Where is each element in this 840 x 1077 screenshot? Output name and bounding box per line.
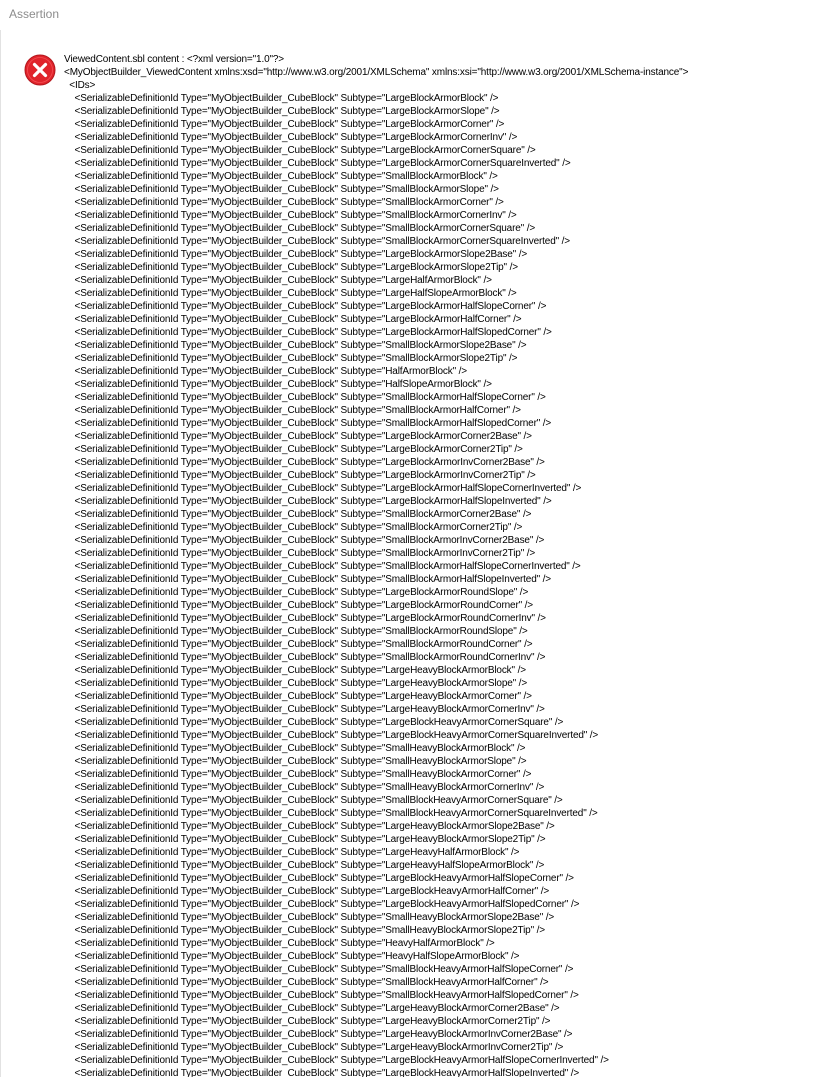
message-line: <SerializableDefinitionId Type="MyObjectBuilder_CubeBlock" Subtype="LargeBlockArmorHalfSlopedCorner" /> — [64, 327, 552, 338]
message-line: <SerializableDefinitionId Type="MyObjectBuilder_CubeBlock" Subtype="SmallBlockArmorInvCorner2Base" /> — [64, 535, 545, 546]
message-line: <SerializableDefinitionId Type="MyObjectBuilder_CubeBlock" Subtype="LargeBlockArmorSlope" /> — [64, 106, 500, 117]
message-line: <SerializableDefinitionId Type="MyObjectBuilder_CubeBlock" Subtype="LargeBlockHeavyArmorCornerSquareInverted" /> — [64, 730, 599, 741]
title-bar[interactable] — [0, 0, 840, 30]
message-line: <SerializableDefinitionId Type="MyObjectBuilder_CubeBlock" Subtype="HalfArmorBlock" /> — [64, 366, 467, 377]
message-line: <SerializableDefinitionId Type="MyObjectBuilder_CubeBlock" Subtype="LargeHeavyBlockArmorCorner" /> — [64, 691, 532, 702]
message-line: <SerializableDefinitionId Type="MyObjectBuilder_CubeBlock" Subtype="LargeBlockArmorRoundCornerInv" /> — [64, 613, 546, 624]
message-line: <SerializableDefinitionId Type="MyObjectBuilder_CubeBlock" Subtype="SmallBlockArmorBlock" /> — [64, 171, 498, 182]
message-line: <SerializableDefinitionId Type="MyObjectBuilder_CubeBlock" Subtype="SmallBlockHeavyArmorHalfCorner" /> — [64, 977, 549, 988]
message-line: <SerializableDefinitionId Type="MyObjectBuilder_CubeBlock" Subtype="HalfSlopeArmorBlock" /> — [64, 379, 492, 390]
message-line: <SerializableDefinitionId Type="MyObjectBuilder_CubeBlock" Subtype="SmallHeavyBlockArmorSlope" /> — [64, 756, 527, 767]
message-line: <SerializableDefinitionId Type="MyObjectBuilder_CubeBlock" Subtype="SmallBlockArmorInvCorner2Tip" /> — [64, 548, 536, 559]
message-line: <SerializableDefinitionId Type="MyObjectBuilder_CubeBlock" Subtype="LargeHeavyBlockArmorCorner2Base" /> — [64, 1003, 560, 1014]
message-line: <SerializableDefinitionId Type="MyObjectBuilder_CubeBlock" Subtype="SmallBlockArmorHalfSlopeCornerInverted" /> — [64, 561, 581, 572]
message-line: <SerializableDefinitionId Type="MyObjectBuilder_CubeBlock" Subtype="LargeBlockHeavyArmorHalfSlopedCorner" /> — [64, 899, 580, 910]
assertion-message-text — [64, 53, 834, 1077]
message-line: <SerializableDefinitionId Type="MyObjectBuilder_CubeBlock" Subtype="LargeBlockArmorHalfSlopeCorner" /> — [64, 301, 547, 312]
message-line: <SerializableDefinitionId Type="MyObjectBuilder_CubeBlock" Subtype="LargeBlockArmorCornerSquareInverted" /> — [64, 158, 571, 169]
message-line: <SerializableDefinitionId Type="MyObjectBuilder_CubeBlock" Subtype="SmallBlockArmorSlope2Base" /> — [64, 340, 527, 351]
message-line: <SerializableDefinitionId Type="MyObjectBuilder_CubeBlock" Subtype="LargeBlockHeavyArmorHalfCorner" /> — [64, 886, 550, 897]
message-line: <SerializableDefinitionId Type="MyObjectBuilder_CubeBlock" Subtype="SmallBlockHeavyArmorCornerSquareInverted" /> — [64, 808, 598, 819]
message-line: <SerializableDefinitionId Type="MyObjectBuilder_CubeBlock" Subtype="SmallBlockArmorCorner2Base" /> — [64, 509, 532, 520]
message-line: <SerializableDefinitionId Type="MyObjectBuilder_CubeBlock" Subtype="SmallHeavyBlockArmorCorner" /> — [64, 769, 532, 780]
message-line: <SerializableDefinitionId Type="MyObjectBuilder_CubeBlock" Subtype="LargeBlockArmorHalfSlopeCornerInverted" /> — [64, 483, 582, 494]
message-line: <SerializableDefinitionId Type="MyObjectBuilder_CubeBlock" Subtype="SmallBlockArmorCornerSquareInverted" /> — [64, 236, 570, 247]
message-line: <SerializableDefinitionId Type="MyObjectBuilder_CubeBlock" Subtype="LargeHeavyHalfArmorBlock" /> — [64, 847, 520, 858]
message-line: <SerializableDefinitionId Type="MyObjectBuilder_CubeBlock" Subtype="LargeBlockHeavyArmorHalfSlopeInverted" /> — [64, 1068, 580, 1077]
message-line: <SerializableDefinitionId Type="MyObjectBuilder_CubeBlock" Subtype="SmallBlockArmorRoundCorner" /> — [64, 639, 533, 650]
message-line: <SerializableDefinitionId Type="MyObjectBuilder_CubeBlock" Subtype="LargeBlockArmorInvCorner2Tip" /> — [64, 470, 536, 481]
message-line: <SerializableDefinitionId Type="MyObjectBuilder_CubeBlock" Subtype="LargeBlockArmorInvCorner2Base" /> — [64, 457, 545, 468]
message-line: <SerializableDefinitionId Type="MyObjectBuilder_CubeBlock" Subtype="SmallBlockArmorCorner2Tip" /> — [64, 522, 523, 533]
message-line: <SerializableDefinitionId Type="MyObjectBuilder_CubeBlock" Subtype="LargeBlockHeavyArmorCornerSquare" /> — [64, 717, 564, 728]
message-line: <SerializableDefinitionId Type="MyObjectBuilder_CubeBlock" Subtype="SmallBlockArmorRoundCornerInv" /> — [64, 652, 546, 663]
message-line: <SerializableDefinitionId Type="MyObjectBuilder_CubeBlock" Subtype="LargeHeavyBlockArmorInvCorner2Base" /> — [64, 1029, 573, 1040]
message-line: <SerializableDefinitionId Type="MyObjectBuilder_CubeBlock" Subtype="SmallHeavyBlockArmorBlock" /> — [64, 743, 526, 754]
message-line: <SerializableDefinitionId Type="MyObjectBuilder_CubeBlock" Subtype="LargeBlockArmorRoundCorner" /> — [64, 600, 533, 611]
message-line: <SerializableDefinitionId Type="MyObjectBuilder_CubeBlock" Subtype="SmallBlockArmorHalfCorner" /> — [64, 405, 521, 416]
message-line: <SerializableDefinitionId Type="MyObjectBuilder_CubeBlock" Subtype="LargeHeavyHalfSlopeArmorBlock" /> — [64, 860, 545, 871]
message-line: <SerializableDefinitionId Type="MyObjectBuilder_CubeBlock" Subtype="HeavyHalfSlopeArmorBlock" /> — [64, 951, 520, 962]
message-line: <SerializableDefinitionId Type="MyObjectBuilder_CubeBlock" Subtype="LargeBlockArmorCorner2Tip" /> — [64, 444, 523, 455]
message-line: <SerializableDefinitionId Type="MyObjectBuilder_CubeBlock" Subtype="SmallBlockArmorSlope2Tip" /> — [64, 353, 518, 364]
message-line: <SerializableDefinitionId Type="MyObjectBuilder_CubeBlock" Subtype="LargeHeavyBlockArmorSlope" /> — [64, 678, 528, 689]
message-line: <SerializableDefinitionId Type="MyObjectBuilder_CubeBlock" Subtype="SmallBlockArmorHalfSlopedCorner" /> — [64, 418, 552, 429]
message-line: <SerializableDefinitionId Type="MyObjectBuilder_CubeBlock" Subtype="SmallBlockHeavyArmorCornerSquare" /> — [64, 795, 563, 806]
message-line: <SerializableDefinitionId Type="MyObjectBuilder_CubeBlock" Subtype="LargeBlockArmorSlope2Tip" /> — [64, 262, 518, 273]
message-line: <SerializableDefinitionId Type="MyObjectBuilder_CubeBlock" Subtype="LargeBlockArmorHalfCorner" /> — [64, 314, 522, 325]
message-line: <SerializableDefinitionId Type="MyObjectBuilder_CubeBlock" Subtype="SmallBlockHeavyArmorHalfSlopeCorner" /> — [64, 964, 574, 975]
message-line: <SerializableDefinitionId Type="MyObjectBuilder_CubeBlock" Subtype="SmallHeavyBlockArmorSlope2Base" /> — [64, 912, 555, 923]
message-line: <SerializableDefinitionId Type="MyObjectBuilder_CubeBlock" Subtype="LargeBlockArmorCornerSquare" /> — [64, 145, 536, 156]
message-line: <SerializableDefinitionId Type="MyObjectBuilder_CubeBlock" Subtype="LargeHeavyBlockArmorCorner2Tip" /> — [64, 1016, 551, 1027]
message-line: <SerializableDefinitionId Type="MyObjectBuilder_CubeBlock" Subtype="LargeBlockArmorCornerInv" /> — [64, 132, 518, 143]
window-left-border — [0, 30, 1, 1077]
message-line: <SerializableDefinitionId Type="MyObjectBuilder_CubeBlock" Subtype="SmallBlockArmorHalfSlopeInverted" /> — [64, 574, 551, 585]
message-line: <IDs> — [64, 80, 96, 91]
message-line: <SerializableDefinitionId Type="MyObjectBuilder_CubeBlock" Subtype="SmallHeavyBlockArmorCornerInv" /> — [64, 782, 545, 793]
window-title: Assertion — [9, 7, 60, 21]
message-line: <SerializableDefinitionId Type="MyObjectBuilder_CubeBlock" Subtype="LargeBlockHeavyArmorHalfSlopeCorner" /> — [64, 873, 574, 884]
message-line: <SerializableDefinitionId Type="MyObjectBuilder_CubeBlock" Subtype="HeavyHalfArmorBlock" /> — [64, 938, 495, 949]
message-line: <SerializableDefinitionId Type="MyObjectBuilder_CubeBlock" Subtype="LargeBlockArmorSlope2Base" /> — [64, 249, 528, 260]
message-line: <SerializableDefinitionId Type="MyObjectBuilder_CubeBlock" Subtype="LargeBlockArmorCorner" /> — [64, 119, 505, 130]
message-line: <SerializableDefinitionId Type="MyObjectBuilder_CubeBlock" Subtype="LargeBlockHeavyArmorHalfSlopeCornerInverted" /> — [64, 1055, 609, 1066]
message-line: <SerializableDefinitionId Type="MyObjectBuilder_CubeBlock" Subtype="SmallHeavyBlockArmorSlope2Tip" /> — [64, 925, 545, 936]
message-line: <SerializableDefinitionId Type="MyObjectBuilder_CubeBlock" Subtype="SmallBlockArmorHalfSlopeCorner" /> — [64, 392, 546, 403]
message-line: <SerializableDefinitionId Type="MyObjectBuilder_CubeBlock" Subtype="SmallBlockArmorCornerInv" /> — [64, 210, 517, 221]
message-line: <SerializableDefinitionId Type="MyObjectBuilder_CubeBlock" Subtype="SmallBlockArmorCorner" /> — [64, 197, 504, 208]
message-line: <SerializableDefinitionId Type="MyObjectBuilder_CubeBlock" Subtype="LargeHeavyBlockArmorBlock" /> — [64, 665, 526, 676]
message-line: <SerializableDefinitionId Type="MyObjectBuilder_CubeBlock" Subtype="LargeBlockArmorCorner2Base" /> — [64, 431, 532, 442]
message-line: <SerializableDefinitionId Type="MyObjectBuilder_CubeBlock" Subtype="LargeHalfSlopeArmorBlock" /> — [64, 288, 517, 299]
message-line: <SerializableDefinitionId Type="MyObjectBuilder_CubeBlock" Subtype="LargeHeavyBlockArmorSlope2Tip" /> — [64, 834, 546, 845]
message-line: <SerializableDefinitionId Type="MyObjectBuilder_CubeBlock" Subtype="LargeBlockArmorBlock" /> — [64, 93, 499, 104]
message-line: <MyObjectBuilder_ViewedContent xmlns:xsd="http://www.w3.org/2001/XMLSchema" xmlns:xsi="http://www.w3.org/2001/XMLSchema-instance"> — [64, 67, 689, 78]
message-line: <SerializableDefinitionId Type="MyObjectBuilder_CubeBlock" Subtype="LargeHeavyBlockArmorCornerInv" /> — [64, 704, 545, 715]
message-line: <SerializableDefinitionId Type="MyObjectBuilder_CubeBlock" Subtype="SmallBlockArmorRoundSlope" /> — [64, 626, 528, 637]
message-line: <SerializableDefinitionId Type="MyObjectBuilder_CubeBlock" Subtype="LargeBlockArmorRoundSlope" /> — [64, 587, 529, 598]
message-line: <SerializableDefinitionId Type="MyObjectBuilder_CubeBlock" Subtype="LargeHalfArmorBlock" /> — [64, 275, 492, 286]
message-line: <SerializableDefinitionId Type="MyObjectBuilder_CubeBlock" Subtype="LargeBlockArmorHalfSlopeInverted" /> — [64, 496, 552, 507]
message-line: <SerializableDefinitionId Type="MyObjectBuilder_CubeBlock" Subtype="LargeHeavyBlockArmorSlope2Base" /> — [64, 821, 555, 832]
message-line: <SerializableDefinitionId Type="MyObjectBuilder_CubeBlock" Subtype="SmallBlockArmorSlope" /> — [64, 184, 499, 195]
message-line: ViewedContent.sbl content : <?xml version="1.0"?> — [64, 54, 284, 65]
message-line: <SerializableDefinitionId Type="MyObjectBuilder_CubeBlock" Subtype="SmallBlockArmorCornerSquare" /> — [64, 223, 536, 234]
message-line: <SerializableDefinitionId Type="MyObjectBuilder_CubeBlock" Subtype="SmallBlockHeavyArmorHalfSlopedCorner" /> — [64, 990, 579, 1001]
message-line: <SerializableDefinitionId Type="MyObjectBuilder_CubeBlock" Subtype="LargeHeavyBlockArmorInvCorner2Tip" /> — [64, 1042, 564, 1053]
error-icon — [24, 54, 56, 86]
